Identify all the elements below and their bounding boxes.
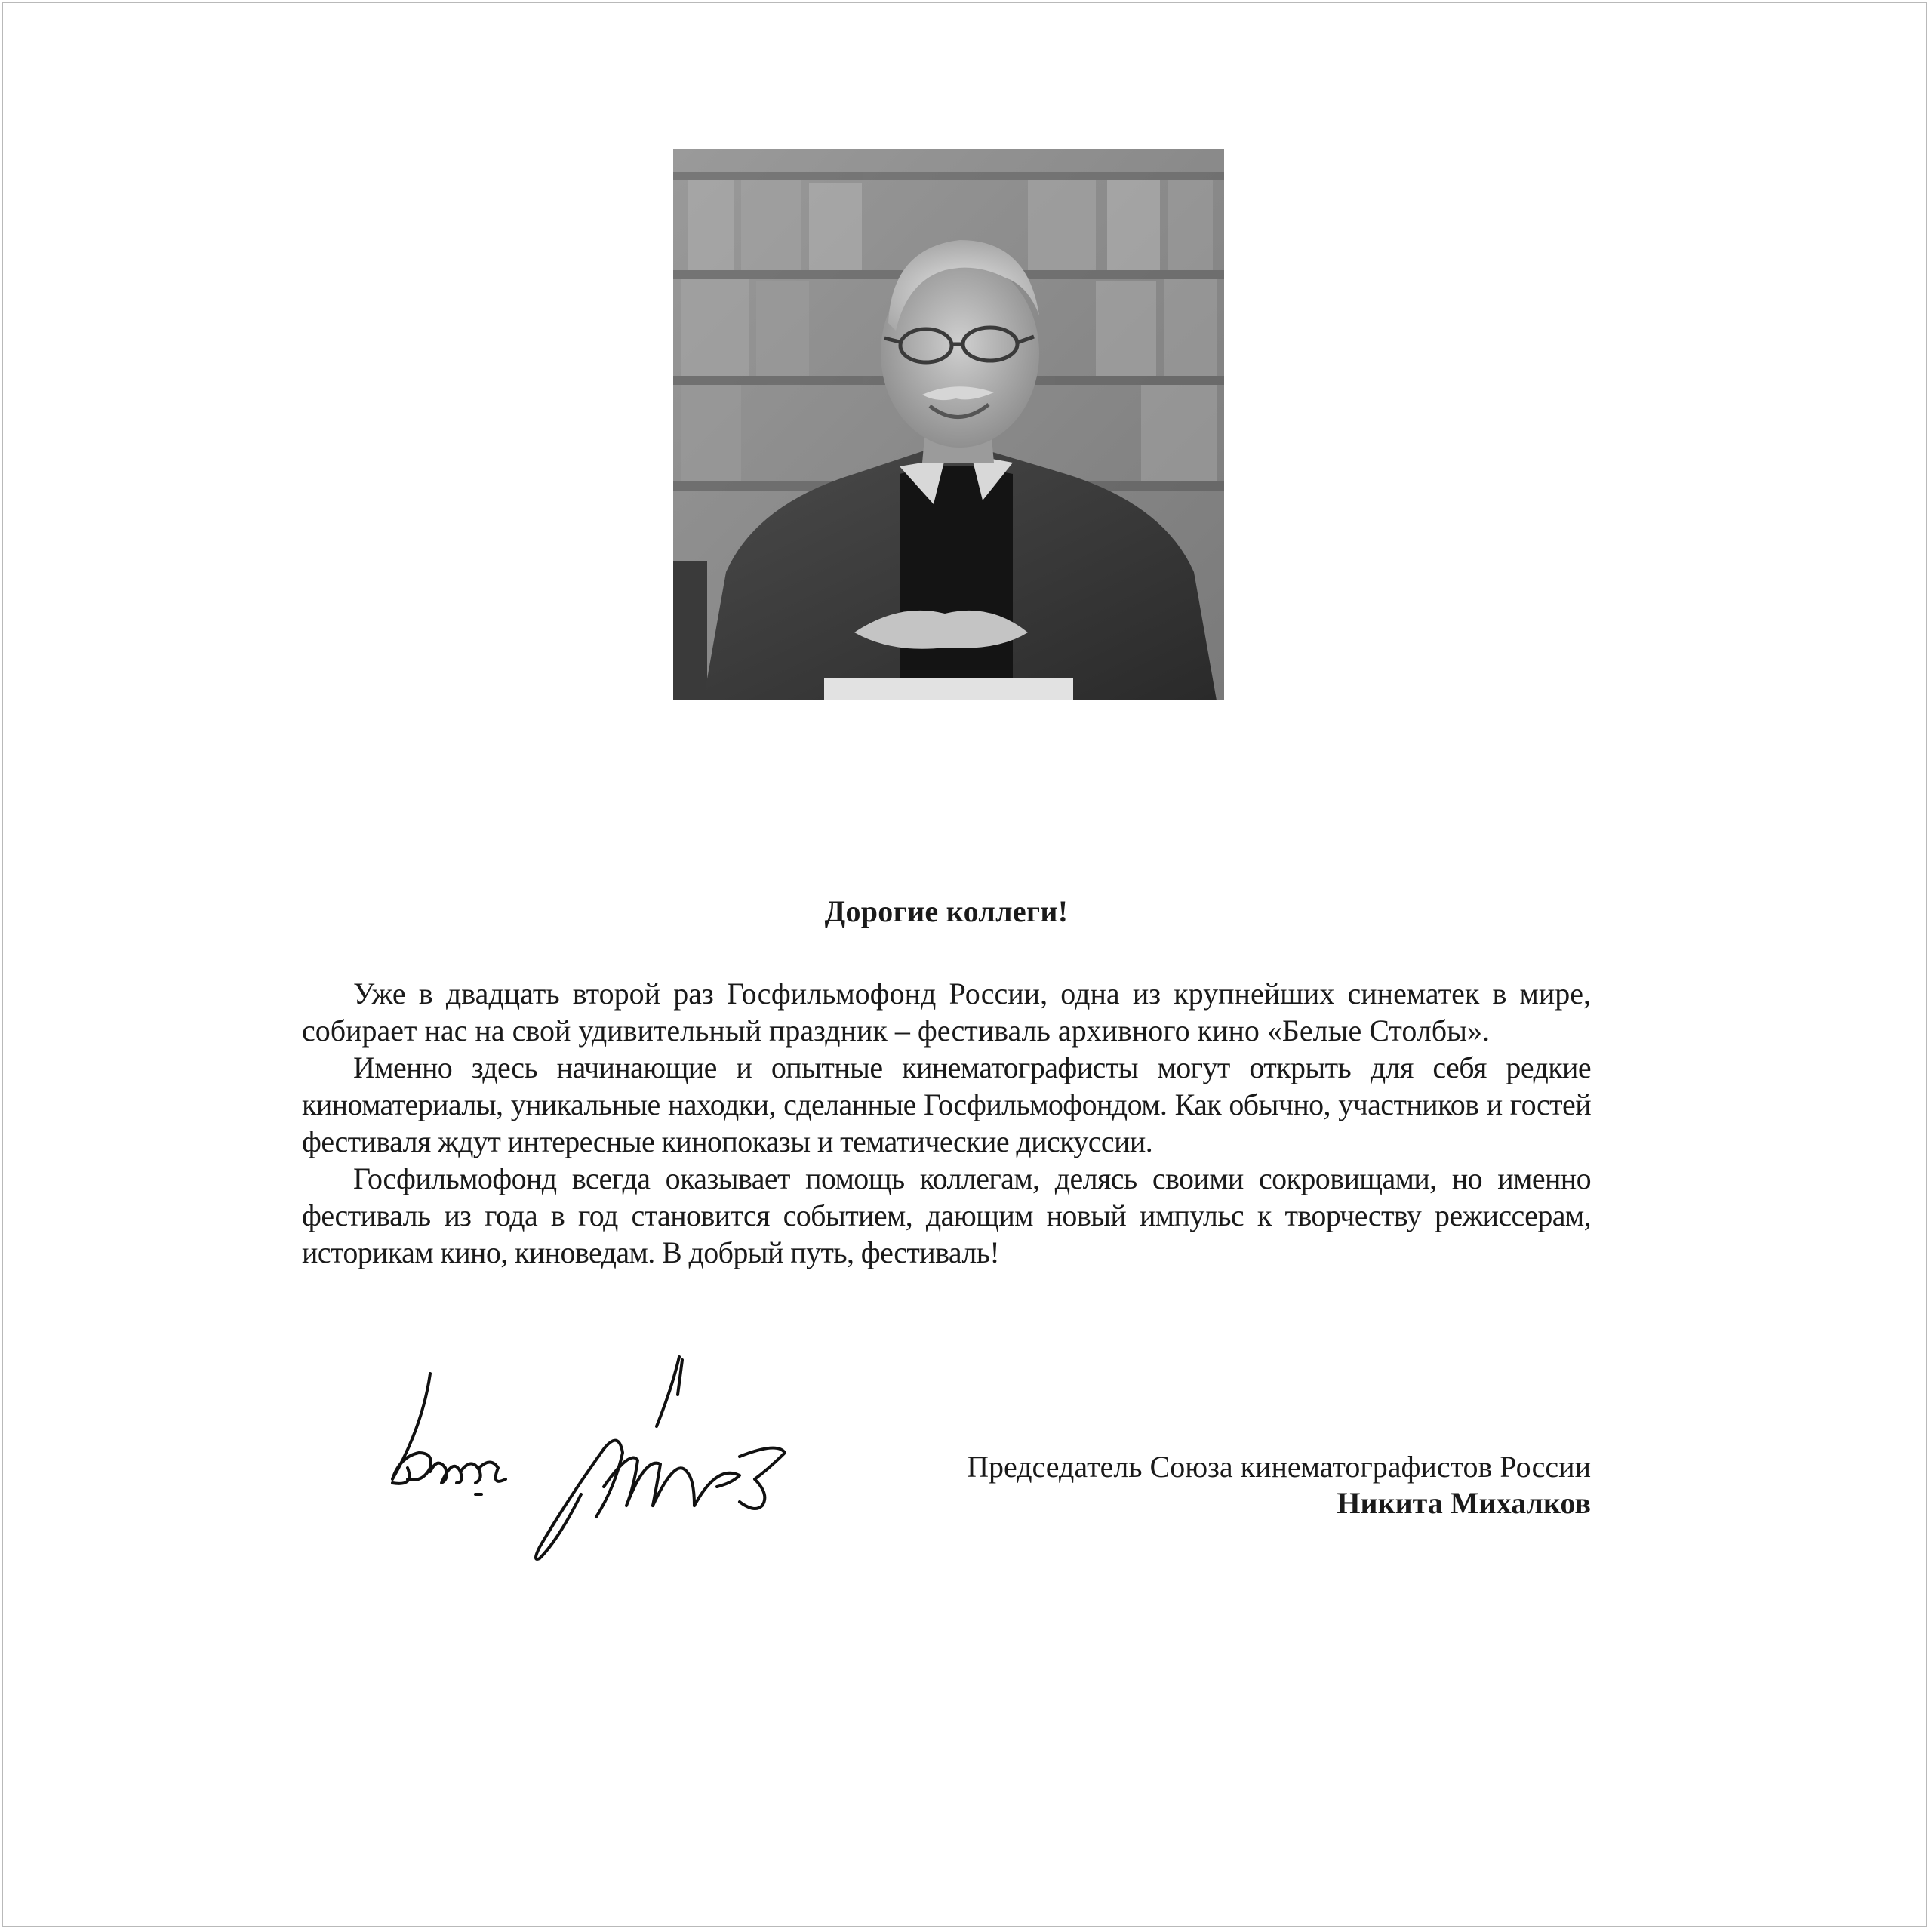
handwritten-signature xyxy=(377,1343,800,1570)
letter-body xyxy=(302,975,1591,1271)
signatory-name: Никита Михалков xyxy=(1337,1486,1591,1520)
letter-greeting: Дорогие коллеги! xyxy=(824,894,1069,928)
letter-paragraph: Госфильмофонд всегда оказывает помощь коллегам, делясь своими сокровищами, но именно фестиваль из года в год становится событием, дающим новый импульс к творчеству режиссерам, историкам кино, киноведам. В добрый путь, фестиваль! xyxy=(302,1161,1591,1269)
signature-block xyxy=(830,1449,1591,1521)
signatory-title: Председатель Союза кинематографистов России xyxy=(967,1450,1591,1484)
letter-paragraph: Именно здесь начинающие и опытные кинематографисты могут открыть для себя редкие киноматериалы, уникальные находки, сделанные Госфильмофондом. Как обычно, участников и гостей фестиваля ждут интересные кинопоказы и тематические дискуссии. xyxy=(302,1051,1591,1158)
portrait-photo xyxy=(673,149,1224,700)
letter-paragraph: Уже в двадцать второй раз Госфильмофонд России, одна из крупнейших синематек в мире, собирает нас на свой удивительный праздник – фестиваль архивного кино «Белые Столбы». xyxy=(302,977,1591,1048)
